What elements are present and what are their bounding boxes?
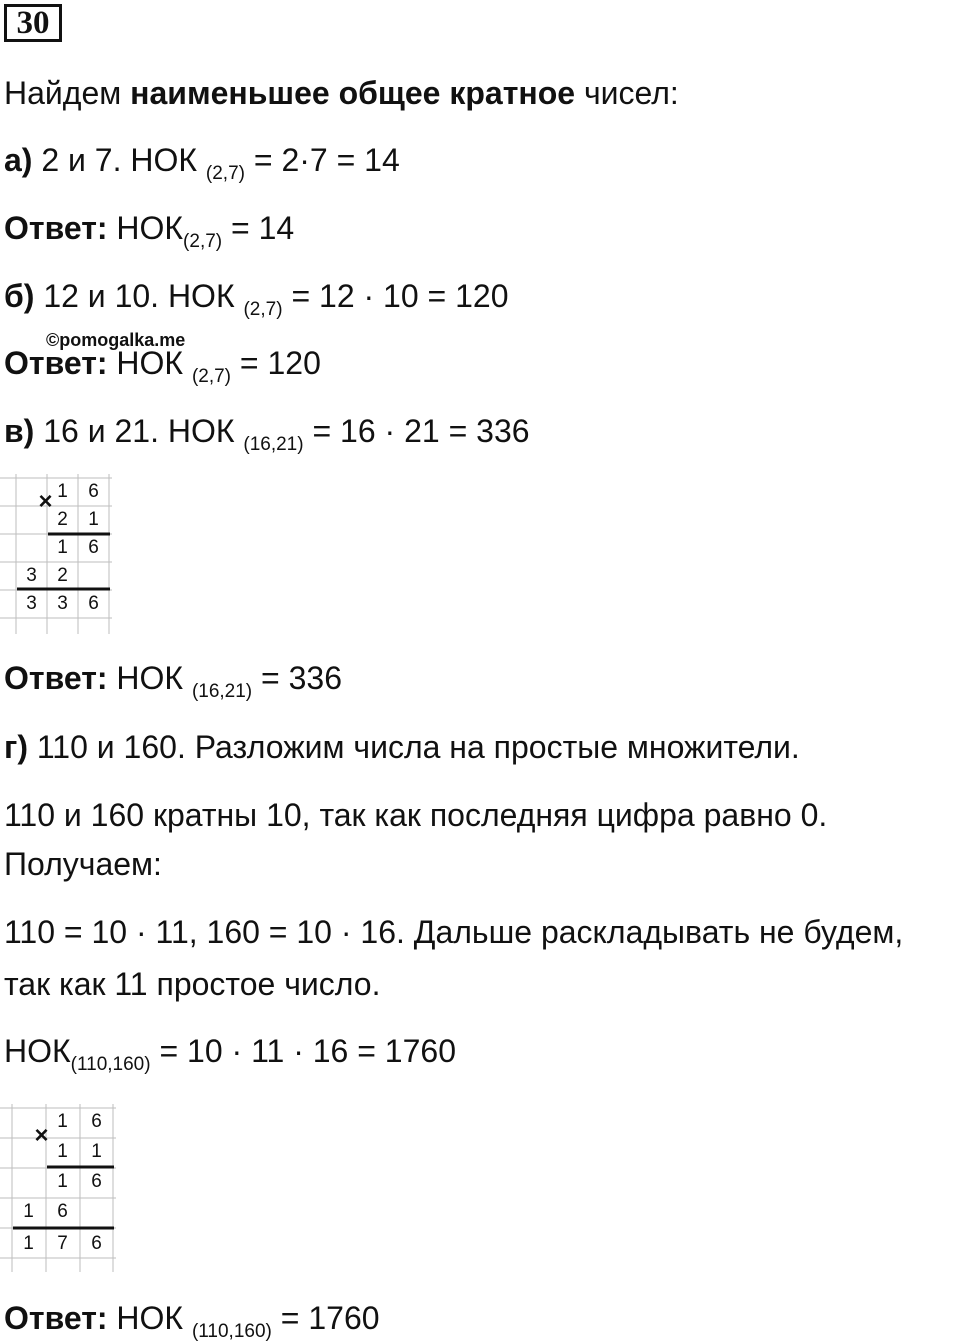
part-b [4, 277, 509, 322]
grid-digit: 6 [91, 1171, 102, 1192]
grid-digit: 1 [57, 481, 68, 502]
part-g [4, 728, 800, 766]
grid-digit: 1 [57, 1171, 68, 1192]
part-b-sub: (2,7) [243, 299, 283, 320]
answer-sub: (2,7) [183, 231, 223, 252]
grid-digit: 3 [26, 593, 37, 614]
part-v [4, 412, 530, 457]
grid-digit: 6 [88, 537, 99, 558]
grid-digit: 2 [57, 565, 68, 586]
grid-digit: 1 [23, 1201, 34, 1222]
multiply-sign: × [34, 1122, 49, 1149]
part-a-label: а) [4, 142, 33, 178]
grid-digit: 7 [57, 1233, 68, 1254]
part-a-text: 2 и 7. НОК [32, 142, 206, 178]
nok-tail: = 10 · 11 · 16 = 1760 [150, 1033, 456, 1069]
part-g-paragraph-2-line-1: 110 = 10 · 11, 160 = 10 · 16. Дальше раскладывать не будем, [4, 914, 904, 950]
part-g-nok [4, 1032, 456, 1077]
part-v-sub: (16,21) [243, 434, 304, 455]
part-g-text: 110 и 160. Разложим числа на простые множители. [27, 729, 800, 765]
grid-digit: 6 [88, 593, 99, 614]
answer-text: НОК [107, 1300, 192, 1336]
multiply-sign: × [38, 488, 53, 515]
part-g-paragraph-1-line-1: 110 и 160 кратны 10, так как последняя цифра равно 0. [4, 797, 828, 833]
part-v-label: в) [4, 413, 35, 449]
answer-sub: (2,7) [191, 366, 232, 387]
part-a-answer [4, 209, 294, 254]
part-g-label: г) [4, 729, 28, 765]
part-v-answer [4, 659, 342, 704]
part-b-answer [4, 344, 321, 389]
task-number: 30 [4, 4, 62, 42]
nok-text: НОК [4, 1033, 71, 1069]
intro-post: чисел: [575, 75, 679, 111]
part-g-paragraph-1-line-2: Получаем: [4, 846, 162, 882]
part-a [4, 141, 400, 186]
answer-label: Ответ: [4, 210, 108, 246]
answer-tail: = 336 [252, 660, 342, 696]
part-v-text: 16 и 21. НОК [34, 413, 244, 449]
grid-digit: 1 [91, 1141, 102, 1162]
grid-digit: 6 [91, 1111, 102, 1132]
answer-text: НОК [107, 210, 184, 246]
answer-text: НОК [107, 660, 192, 696]
grid-digit: 6 [88, 481, 99, 502]
part-g-answer [4, 1299, 380, 1344]
grid-digit: 3 [26, 565, 37, 586]
grid-digit: 1 [57, 1141, 68, 1162]
part-a-sub: (2,7) [205, 163, 245, 184]
grid-digit: 1 [23, 1233, 34, 1254]
part-a-tail: = 2·7 = 14 [244, 142, 400, 178]
answer-sub: (16,21) [191, 681, 253, 702]
grid-digit: 6 [91, 1233, 102, 1254]
answer-tail: = 14 [222, 210, 295, 246]
answer-tail: = 1760 [271, 1300, 380, 1336]
part-b-label: б) [4, 278, 35, 314]
intro-line [4, 74, 679, 112]
part-g-paragraph-2-line-2: так как 11 простое число. [4, 966, 381, 1002]
grid-digit: 6 [57, 1201, 68, 1222]
answer-text: НОК [107, 345, 192, 381]
answer-tail: = 120 [231, 345, 321, 381]
grid-digit: 3 [57, 593, 68, 614]
intro-pre: Найдем [4, 75, 131, 111]
answer-label: Ответ: [4, 345, 108, 381]
grid-digit: 1 [88, 509, 99, 530]
grid-digit: 1 [57, 537, 68, 558]
multiplication-grid-v [0, 474, 112, 634]
grid-digit: 2 [57, 509, 68, 530]
answer-label: Ответ: [4, 1300, 108, 1336]
answer-sub: (110,160) [191, 1321, 272, 1342]
part-b-text: 12 и 10. НОК [34, 278, 244, 314]
grid-digit: 1 [57, 1111, 68, 1132]
watermark: ©pomogalka.me [46, 330, 186, 350]
answer-label: Ответ: [4, 660, 108, 696]
part-b-tail: = 12 · 10 = 120 [282, 278, 509, 314]
part-v-tail: = 16 · 21 = 336 [303, 413, 530, 449]
intro-bold: наименьшее общее кратное [130, 75, 576, 111]
nok-sub: (110,160) [70, 1054, 151, 1075]
multiplication-grid-g [0, 1104, 116, 1272]
